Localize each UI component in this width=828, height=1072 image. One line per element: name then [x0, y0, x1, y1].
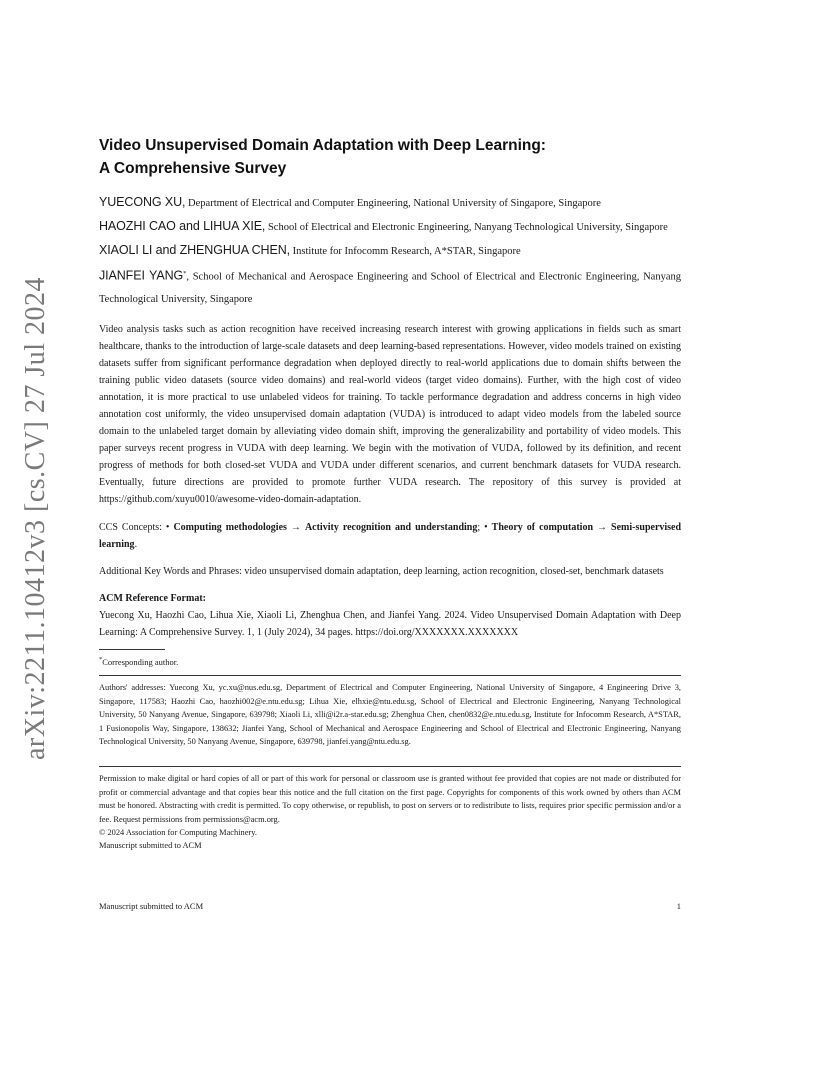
author-entry: [99, 239, 681, 263]
author-affiliation: School of Electrical and Electronic Engineering, Nanyang Technological University, Singapore: [265, 222, 668, 233]
title-line-1: Video Unsupervised Domain Adaptation with Deep Learning:: [99, 137, 546, 154]
ccs-end: .: [134, 538, 138, 550]
acm-reference: Yuecong Xu, Haozhi Cao, Lihua Xie, Xiaoli Li, Zhenghua Chen, and Jianfei Yang. 2024. Video Unsupervised Domain Adaptation with Deep Learning: A Comprehensive Survey. 1, 1 (July 2024), 34 pages. https://doi.org/XXXXXXX.XXXXXXX: [99, 609, 681, 638]
page-number: 1: [676, 901, 681, 911]
footer-venue: Manuscript submitted to ACM: [99, 901, 204, 911]
author-names: YUECONG XU,: [99, 195, 186, 209]
copyright-line: © 2024 Association for Computing Machinery.: [99, 828, 257, 838]
footnote-mark: *: [99, 655, 103, 663]
divider: [99, 766, 681, 767]
author-names: HAOZHI CAO and LIHUA XIE,: [99, 219, 266, 233]
author-affiliation: , School of Mechanical and Aerospace Engineering and School of Electrical and Electronic Engineering, Nanyang Technological University, Singapore: [99, 271, 681, 305]
author-entry: [99, 191, 681, 215]
author-names: XIAOLI LI and ZHENGHUA CHEN,: [99, 243, 291, 257]
permission-notice: Permission to make digital or hard copies of all or part of this work for personal or classroom use is granted without fee provided that copies are not made or distributed for profit or commercial advantage and that copies bear this notice and the full citation on the first page. Copyrights for components of this work owned by others than ACM must be honored. Abstracting with credit is permitted. To copy otherwise, or republish, to post on servers or to redistribute to lists, requires prior specific permission and/or a fee. Request permissions from permissions@acm.org.: [99, 774, 681, 824]
running-footer: [99, 901, 681, 911]
divider: [99, 675, 681, 676]
acm-reference-heading: ACM Reference Format:: [99, 592, 206, 604]
abstract: Video analysis tasks such as action recognition have received increasing research interest with growing applications in fields such as smart healthcare, thanks to the introduction of large-scale datasets and deep learning-based representations. However, video models trained on existing datasets suffer from significant performance degradation when deployed directly to real-world applications due to domain shifts between the training public video datasets (source video domains) and real-world videos (target video domains). Further, with the high cost of video annotation, it is more practical to use unlabeled videos for training. To tackle performance degradation and address concerns in high video annotation cost uniformly, the video unsupervised domain adaptation (VUDA) is introduced to adapt video models from the labeled source domain to the unlabeled target domain by alleviating video domain shift, improving the generalizability and portability of video models. This paper surveys recent progress in VUDA with deep learning. We begin with the motivation of VUDA, followed by its definition, and recent progress of methods for both closed-set VUDA and VUDA under different scenarios, and current benchmark datasets for VUDA research. Eventually, future directions are provided to promote further VUDA research. The repository of this survey is provided at https://github.com/xuyu0010/awesome-video-domain-adaptation.: [99, 323, 681, 506]
author-names: JIANFEI YANG: [99, 268, 184, 283]
ccs-concept: Theory of computation: [491, 521, 594, 533]
ccs-concept: Semi-supervised learning: [99, 521, 682, 550]
author-affiliation: Department of Electrical and Computer Engineering, National University of Singapore, Singapore: [185, 198, 601, 209]
title-line-2: A Comprehensive Survey: [99, 160, 287, 177]
ccs-prefix: CCS Concepts: •: [99, 521, 174, 533]
arxiv-identifier: arXiv:2211.10412v3 [cs.CV] 27 Jul 2024: [20, 276, 51, 760]
author-addresses: Authors' addresses: Yuecong Xu, yc.xu@nus.edu.sg, Department of Electrical and Computer Engineering, National University of Singapore, 4 Engineering Drive 3, Singapore, 117583; Haozhi Cao, haozhi002@e.ntu.edu.sg; Lihua Xie, elhxie@ntu.edu.sg, School of Electrical and Electronic Engineering, Nanyang Technological University, 50 Nanyang Avenue, Singapore, 639798; Xiaoli Li, xlli@i2r.a-star.edu.sg; Zhenghua Chen, chen0832@e.ntu.edu.sg, Institute for Infocomm Research, A*STAR, 1 Fusionopolis Way, Singapore, 138632; Jianfei Yang, School of Mechanical and Aerospace Engineering and School of Electrical and Electronic Engineering, Nanyang Technological University, 50 Nanyang Avenue, Singapore, 639798, jianfei.yang@ntu.edu.sg.: [99, 683, 681, 746]
author-list: [99, 191, 681, 311]
ccs-concept: Activity recognition and understanding: [304, 521, 478, 533]
paper-first-page: [99, 134, 681, 853]
paper-title: [99, 134, 681, 180]
author-affiliation: Institute for Infocomm Research, A*STAR, Singapore: [290, 246, 521, 257]
author-entry: [99, 215, 681, 239]
ccs-arrow: →: [593, 521, 612, 533]
footnote: [99, 654, 681, 668]
ccs-concepts: [99, 519, 681, 553]
footnote-text: Corresponding author.: [102, 656, 179, 667]
footnote-rule: [99, 649, 165, 650]
manuscript-note: Manuscript submitted to ACM: [99, 841, 202, 851]
author-entry: [99, 263, 681, 311]
keywords: Additional Key Words and Phrases: video unsupervised domain adaptation, deep learning, action recognition, closed-set, benchmark datasets: [99, 565, 664, 577]
ccs-concept: Computing methodologies: [173, 521, 287, 533]
ccs-separator: ; •: [477, 521, 492, 533]
ccs-arrow: →: [286, 521, 305, 533]
corresponding-mark: *: [183, 270, 187, 277]
